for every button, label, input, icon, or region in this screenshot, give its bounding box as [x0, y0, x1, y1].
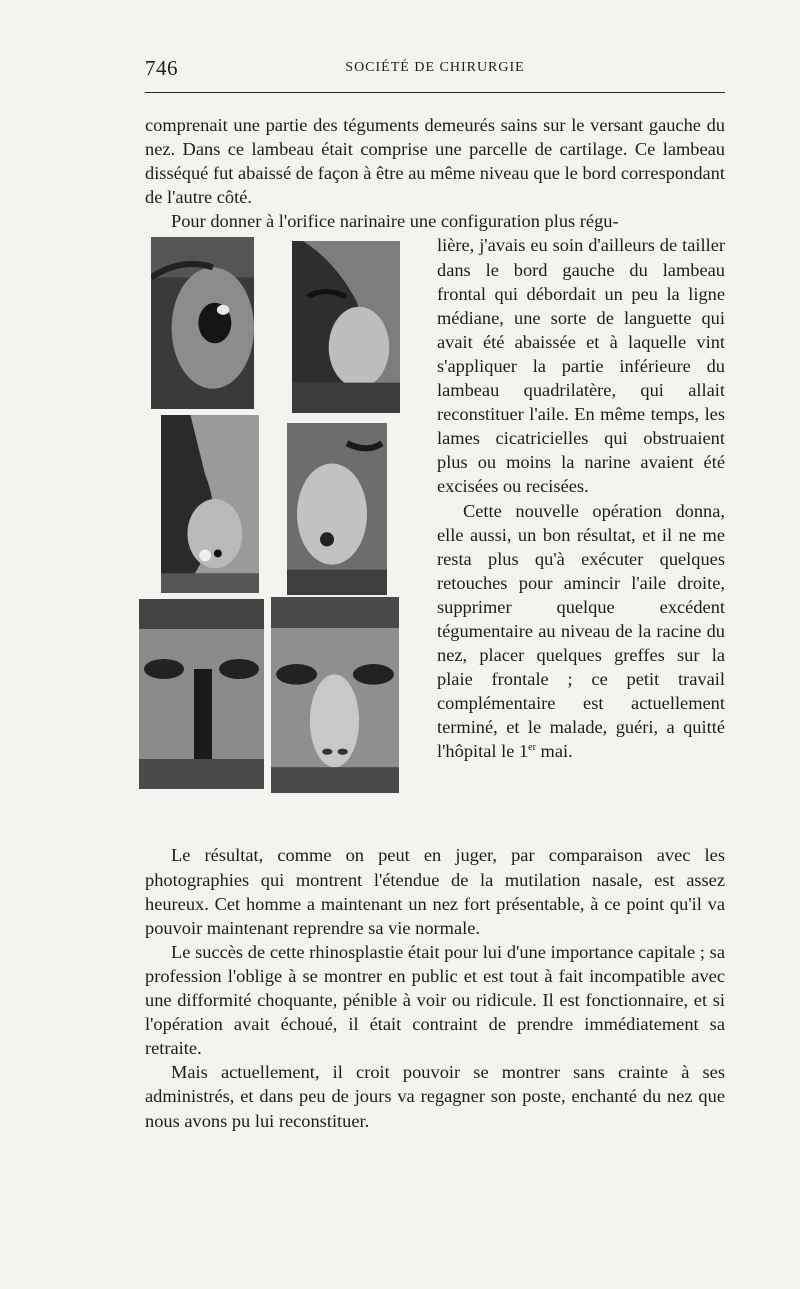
paragraph-2-first-line: Pour donner à l'orifice narinaire une configuration plus régu-: [171, 211, 619, 232]
paragraph-3-text: Cette nouvelle opération donna, elle aussi, un bon résultat, et il ne me resta plus qu'à exécuter quelques retouches pour amincir l'aile droite, supprimer quelque excédent tégumentaire au niveau de la racine du nez, placer quelques greffes sur la plaie frontale ; ce petit travail complémentaire est actuellement terminé, et le malade, guéri, a quitté l'hôpital le 1: [437, 500, 725, 762]
paragraph-2-intro: [145, 209, 725, 233]
photo-profile-reconstructed: [292, 241, 400, 413]
photo-front-mutilated: [139, 599, 264, 789]
page-header: [145, 50, 725, 80]
photo-profile-mutilated: [151, 237, 254, 409]
photo-profile-stage-left: [161, 415, 259, 593]
header-rule: [145, 92, 725, 93]
running-title: SOCIÉTÉ DE CHIRURGIE: [345, 60, 525, 75]
book-page: [145, 50, 725, 1131]
photo-front-reconstructed: [271, 597, 399, 793]
body-text: [145, 113, 725, 1133]
paragraph-4: Le résultat, comme on peut en juger, par comparaison avec les photographies qui montrent l'étendue de la mutilation nasale, est assez heureux. Cet homme a maintenant un nez fort présentable, à ce point qu'il va pouvoir maintenant reprendre sa vie normale.: [145, 845, 725, 938]
ordinal-superscript: er: [528, 742, 536, 754]
paragraph-1: comprenait une partie des téguments demeurés sains sur le versant gauche du nez. Dans ce lambeau était comprise une parcelle de cartilage. Ce lambeau disséqué fut abaissé de façon à être au même niveau que le bord correspondant de l'autre côté.: [145, 115, 725, 208]
paragraph-2-rest-text: lière, j'avais eu soin d'ailleurs de tailler dans le bord gauche du lambeau frontal qui débordait un peu la ligne médiane, une sorte de languette qui avait été abaissée et à laquelle vint s'appliquer la partie inférieure du lambeau quadrilatère, qui allait reconstituer l'aile. En même temps, les lames cicatricielles qui obstruaient plus ou moins la narine avaient été excisées ou recisées.: [437, 235, 725, 497]
paragraph-6: Mais actuellement, il croit pouvoir se montrer sans crainte à ses administrés, et dans peu de jours va regagner son poste, enchanté du nez que nous avons pu lui reconstituer.: [145, 1062, 725, 1131]
page-number: 746: [145, 56, 178, 80]
patient-photo-plate: [139, 237, 429, 837]
paragraph-5: Le succès de cette rhinosplastie était pour lui d'une importance capitale ; sa profession l'oblige à se montrer en public et est tout à fait incompatible avec une difformité choquante, pénible à voir ou ridicule. Il est fonctionnaire, et si l'opération avait échoué, il était contraint de prendre immédiatement sa retraite.: [145, 941, 725, 1059]
paragraph-3-end: mai.: [535, 741, 573, 762]
photo-profile-stage-right: [287, 423, 387, 595]
